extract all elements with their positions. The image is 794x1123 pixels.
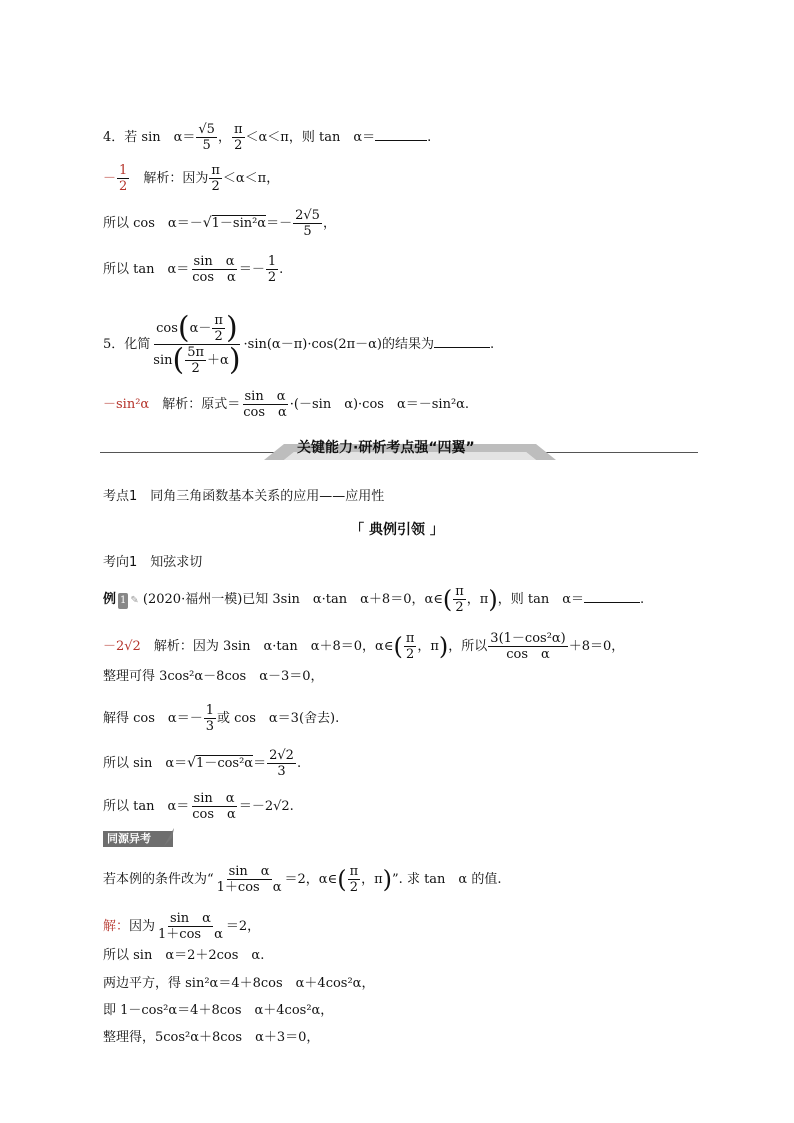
variant-solution-line5: 整理得，5cos²α＋8cos α＋3＝0， <box>103 1030 320 1045</box>
variant-tag: 同源异考 <box>103 831 173 847</box>
answer-4-value: － $\frac{1}{2}$ <box>103 163 128 194</box>
answer-blank <box>434 347 490 348</box>
section-heading: 考点1 同角三角函数基本关系的应用——应用性 <box>103 489 385 504</box>
example-1-solution: －2√2 解析：因为 3sin α·tan α＋8＝0，α∈( $\frac{\pi}{2}$ ，π)，所以 $\frac{\text{3(1－cos²α)}}{\text{cos α}}$ ＋8＝0， <box>103 631 625 662</box>
direction-heading: 考向1 知弦求切 <box>103 555 203 570</box>
variant-solution-line1: 解：因为 $\frac{\text{sin α}}{\text{1＋cos α}}$ ＝2， <box>103 911 261 942</box>
question-5: 5．化简 cos(α－ $\frac{\pi}{2}$ ) sin( $\frac{5\pi}{2}$ ＋α) ·sin(α－π)·cos(2π－α)的结果为 . <box>103 310 495 378</box>
answer-5-value: －sin²α <box>103 397 150 412</box>
example-1-line4: 所以 sin α＝√1－cos²α＝ $\frac{2√2}{3}$ . <box>103 748 302 779</box>
variant-solution-line3: 两边平方，得 sin²α＝4＋8cos α＋4cos²α， <box>103 976 375 991</box>
answer-4-line2: 所以 cos α＝－√1－sin²α＝－ $\frac{2√5}{5}$ ， <box>103 208 336 239</box>
example-1: 例 1 ✎ (2020·福州一模)已知 3sin α·tan α＋8＝0，α∈( $\frac{\pi}{2}$ ，π)，则 tan α＝ . <box>103 584 645 615</box>
answer-blank <box>584 602 640 603</box>
variant-problem: 若本例的条件改为“ $\frac{\text{sin α}}{\text{1＋cos α}}$ ＝2，α∈( $\frac{\pi}{2}$ ，π)”. 求 tan α 的值. <box>103 864 502 895</box>
example-1-answer: －2√2 <box>103 639 141 654</box>
example-1-line2: 整理可得 3cos²α－8cos α－3＝0， <box>103 669 324 684</box>
fraction-pi-over-2: $\frac{\pi}{2}$ <box>233 122 243 153</box>
section-banner-title: 关键能力·研析考点强“四翼” <box>297 440 475 456</box>
answer-4-line3: 所以 tan α＝ $\frac{\text{sin α}}{\text{cos α}}$ ＝－ $\frac{1}{2}$ . <box>103 254 284 285</box>
fraction-sqrt5-over-5: $\frac{√5}{5}$ <box>198 122 215 153</box>
answer-4: － $\frac{1}{2}$ 解析：因为 $\frac{\pi}{2}$ ＜α＜π， <box>103 163 280 194</box>
variant-solution-line2: 所以 sin α＝2＋2cos α. <box>103 948 265 963</box>
answer-5: －sin²α 解析：原式＝ $\frac{\text{sin α}}{\text{cos α}}$ ·(－sin α)·cos α＝－sin²α. <box>103 389 470 420</box>
typical-examples-heading: 「 典例引领 」 <box>350 522 444 538</box>
question-4: 4．若 sin α＝ $\frac{√5}{5}$ ， $\frac{\pi}{2}$ ＜α＜π，则 tan α＝ . <box>103 122 432 153</box>
variant-solution-line4: 即 1－cos²α＝4＋8cos α＋4cos²α， <box>103 1003 334 1018</box>
example-1-line3: 解得 cos α＝－ $\frac{1}{3}$ 或 cos α＝3(舍去). <box>103 703 340 734</box>
fraction-q5: cos(α－ $\frac{\pi}{2}$ ) sin( $\frac{5\pi}{2}$ ＋α) <box>153 310 241 378</box>
answer-blank <box>375 140 427 141</box>
feather-icon <box>162 826 176 848</box>
pencil-icon: ✎ <box>130 595 139 606</box>
example-badge: 1 <box>118 593 128 609</box>
example-1-line5: 所以 tan α＝ $\frac{\text{sin α}}{\text{cos α}}$ ＝－2√2. <box>103 791 294 822</box>
